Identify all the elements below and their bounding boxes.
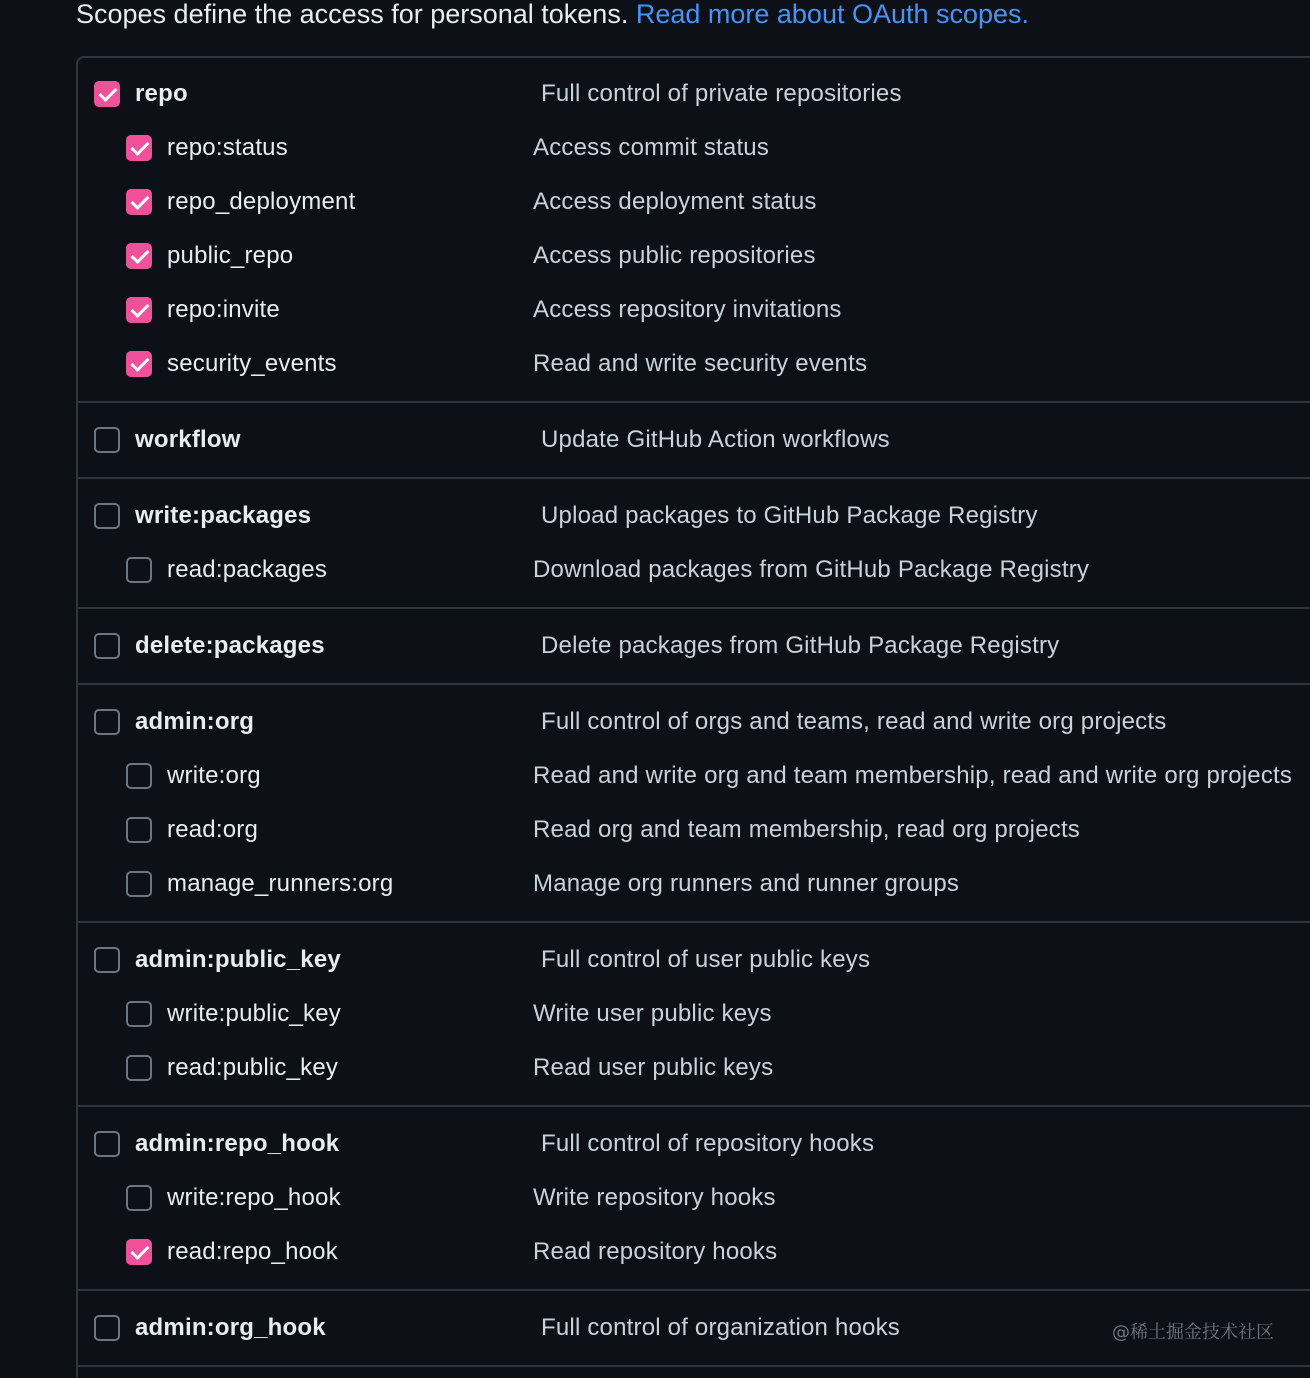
group-divider xyxy=(76,401,1310,403)
scope-description-repo-deployment: Access deployment status xyxy=(533,188,817,215)
write-repo-hook-checkbox[interactable] xyxy=(126,1185,152,1211)
scope-description-write-repo-hook: Write repository hooks xyxy=(533,1184,776,1211)
repo-deployment-checkbox[interactable] xyxy=(126,189,152,215)
scope-label-write-public-key[interactable]: write:public_key xyxy=(167,1000,341,1027)
scope-label-manage-runners-org[interactable]: manage_runners:org xyxy=(167,870,394,897)
scope-description-public-repo: Access public repositories xyxy=(533,242,816,269)
scope-label-write-packages[interactable]: write:packages xyxy=(135,502,312,529)
scope-label-read-org[interactable]: read:org xyxy=(167,816,258,843)
scope-description-read-repo-hook: Read repository hooks xyxy=(533,1238,778,1265)
scope-label-admin-repo-hook[interactable]: admin:repo_hook xyxy=(135,1130,340,1157)
scope-description-read-packages: Download packages from GitHub Package Registry xyxy=(533,556,1090,583)
admin-public-key-checkbox[interactable] xyxy=(94,947,120,973)
scope-row-public-repo xyxy=(0,229,1310,283)
scope-description-security-events: Read and write security events xyxy=(533,350,868,377)
admin-repo-hook-checkbox[interactable] xyxy=(94,1131,120,1157)
scope-label-write-org[interactable]: write:org xyxy=(167,762,261,789)
write-public-key-checkbox[interactable] xyxy=(126,1001,152,1027)
scope-description-write-org: Read and write org and team membership, read and write org projects xyxy=(533,762,1293,789)
group-divider xyxy=(76,921,1310,923)
scope-label-delete-packages[interactable]: delete:packages xyxy=(135,632,325,659)
scope-row-read-packages xyxy=(0,543,1310,597)
scope-row-repo-invite xyxy=(0,283,1310,337)
scope-row-workflow xyxy=(0,413,1310,467)
group-divider xyxy=(76,1365,1310,1367)
admin-org-checkbox[interactable] xyxy=(94,709,120,735)
scope-description-manage-runners-org: Manage org runners and runner groups xyxy=(533,870,960,897)
scope-description-admin-org: Full control of orgs and teams, read and write org projects xyxy=(541,708,1167,735)
scope-label-repo-deployment[interactable]: repo_deployment xyxy=(167,188,356,215)
repo-checkbox[interactable] xyxy=(94,81,120,107)
scope-description-workflow: Update GitHub Action workflows xyxy=(541,426,890,453)
scope-row-write-repo-hook xyxy=(0,1171,1310,1225)
group-divider xyxy=(76,1289,1310,1291)
repo-status-checkbox[interactable] xyxy=(126,135,152,161)
scope-row-admin-org xyxy=(0,695,1310,749)
read-org-checkbox[interactable] xyxy=(126,817,152,843)
scope-description-read-org: Read org and team membership, read org projects xyxy=(533,816,1081,843)
delete-packages-checkbox[interactable] xyxy=(94,633,120,659)
scope-label-read-packages[interactable]: read:packages xyxy=(167,556,328,583)
read-packages-checkbox[interactable] xyxy=(126,557,152,583)
manage-runners-org-checkbox[interactable] xyxy=(126,871,152,897)
scope-description-admin-public-key: Full control of user public keys xyxy=(541,946,871,973)
scope-label-admin-org-hook[interactable]: admin:org_hook xyxy=(135,1314,326,1341)
scope-row-delete-packages xyxy=(0,619,1310,673)
repo-invite-checkbox[interactable] xyxy=(126,297,152,323)
scopes-intro xyxy=(76,0,1029,32)
scope-label-admin-org[interactable]: admin:org xyxy=(135,708,255,735)
group-divider xyxy=(76,477,1310,479)
write-packages-checkbox[interactable] xyxy=(94,503,120,529)
read-repo-hook-checkbox[interactable] xyxy=(126,1239,152,1265)
scopes-intro-text: Scopes define the access for personal tokens. xyxy=(76,0,636,29)
scope-description-read-public-key: Read user public keys xyxy=(533,1054,774,1081)
scope-row-write-packages xyxy=(0,489,1310,543)
admin-org-hook-checkbox[interactable] xyxy=(94,1315,120,1341)
scope-description-admin-org-hook: Full control of organization hooks xyxy=(541,1314,900,1341)
scope-label-security-events[interactable]: security_events xyxy=(167,350,337,377)
scope-row-repo-deployment xyxy=(0,175,1310,229)
scope-label-admin-public-key[interactable]: admin:public_key xyxy=(135,946,341,973)
scope-label-write-repo-hook[interactable]: write:repo_hook xyxy=(167,1184,341,1211)
scope-label-workflow[interactable]: workflow xyxy=(135,426,241,453)
group-divider xyxy=(76,607,1310,609)
scope-label-repo-status[interactable]: repo:status xyxy=(167,134,288,161)
scope-label-repo[interactable]: repo xyxy=(135,80,188,107)
scope-description-write-packages: Upload packages to GitHub Package Registry xyxy=(541,502,1038,529)
read-public-key-checkbox[interactable] xyxy=(126,1055,152,1081)
scope-row-admin-repo-hook xyxy=(0,1117,1310,1171)
scope-row-write-org xyxy=(0,749,1310,803)
watermark: @稀土掘金技术社区 xyxy=(1112,1322,1274,1343)
scope-description-repo: Full control of private repositories xyxy=(541,80,902,107)
scope-row-admin-public-key xyxy=(0,933,1310,987)
scope-label-public-repo[interactable]: public_repo xyxy=(167,242,294,269)
security-events-checkbox[interactable] xyxy=(126,351,152,377)
group-divider xyxy=(76,683,1310,685)
scope-label-read-repo-hook[interactable]: read:repo_hook xyxy=(167,1238,338,1265)
scope-label-read-public-key[interactable]: read:public_key xyxy=(167,1054,339,1081)
scope-description-write-public-key: Write user public keys xyxy=(533,1000,772,1027)
scope-row-repo-status xyxy=(0,121,1310,175)
scope-row-repo xyxy=(0,67,1310,121)
scope-description-repo-invite: Access repository invitations xyxy=(533,296,842,323)
group-divider xyxy=(76,1105,1310,1107)
scope-row-write-public-key xyxy=(0,987,1310,1041)
scope-row-read-org xyxy=(0,803,1310,857)
public-repo-checkbox[interactable] xyxy=(126,243,152,269)
scope-description-repo-status: Access commit status xyxy=(533,134,770,161)
scope-row-read-repo-hook xyxy=(0,1225,1310,1279)
workflow-checkbox[interactable] xyxy=(94,427,120,453)
scope-row-read-public-key xyxy=(0,1041,1310,1095)
scope-row-manage-runners-org xyxy=(0,857,1310,911)
scope-row-security-events xyxy=(0,337,1310,391)
oauth-scopes-link[interactable]: Read more about OAuth scopes. xyxy=(635,0,1030,29)
scope-description-admin-repo-hook: Full control of repository hooks xyxy=(541,1130,875,1157)
scope-description-delete-packages: Delete packages from GitHub Package Registry xyxy=(541,632,1060,659)
scope-label-repo-invite[interactable]: repo:invite xyxy=(167,296,280,323)
write-org-checkbox[interactable] xyxy=(126,763,152,789)
